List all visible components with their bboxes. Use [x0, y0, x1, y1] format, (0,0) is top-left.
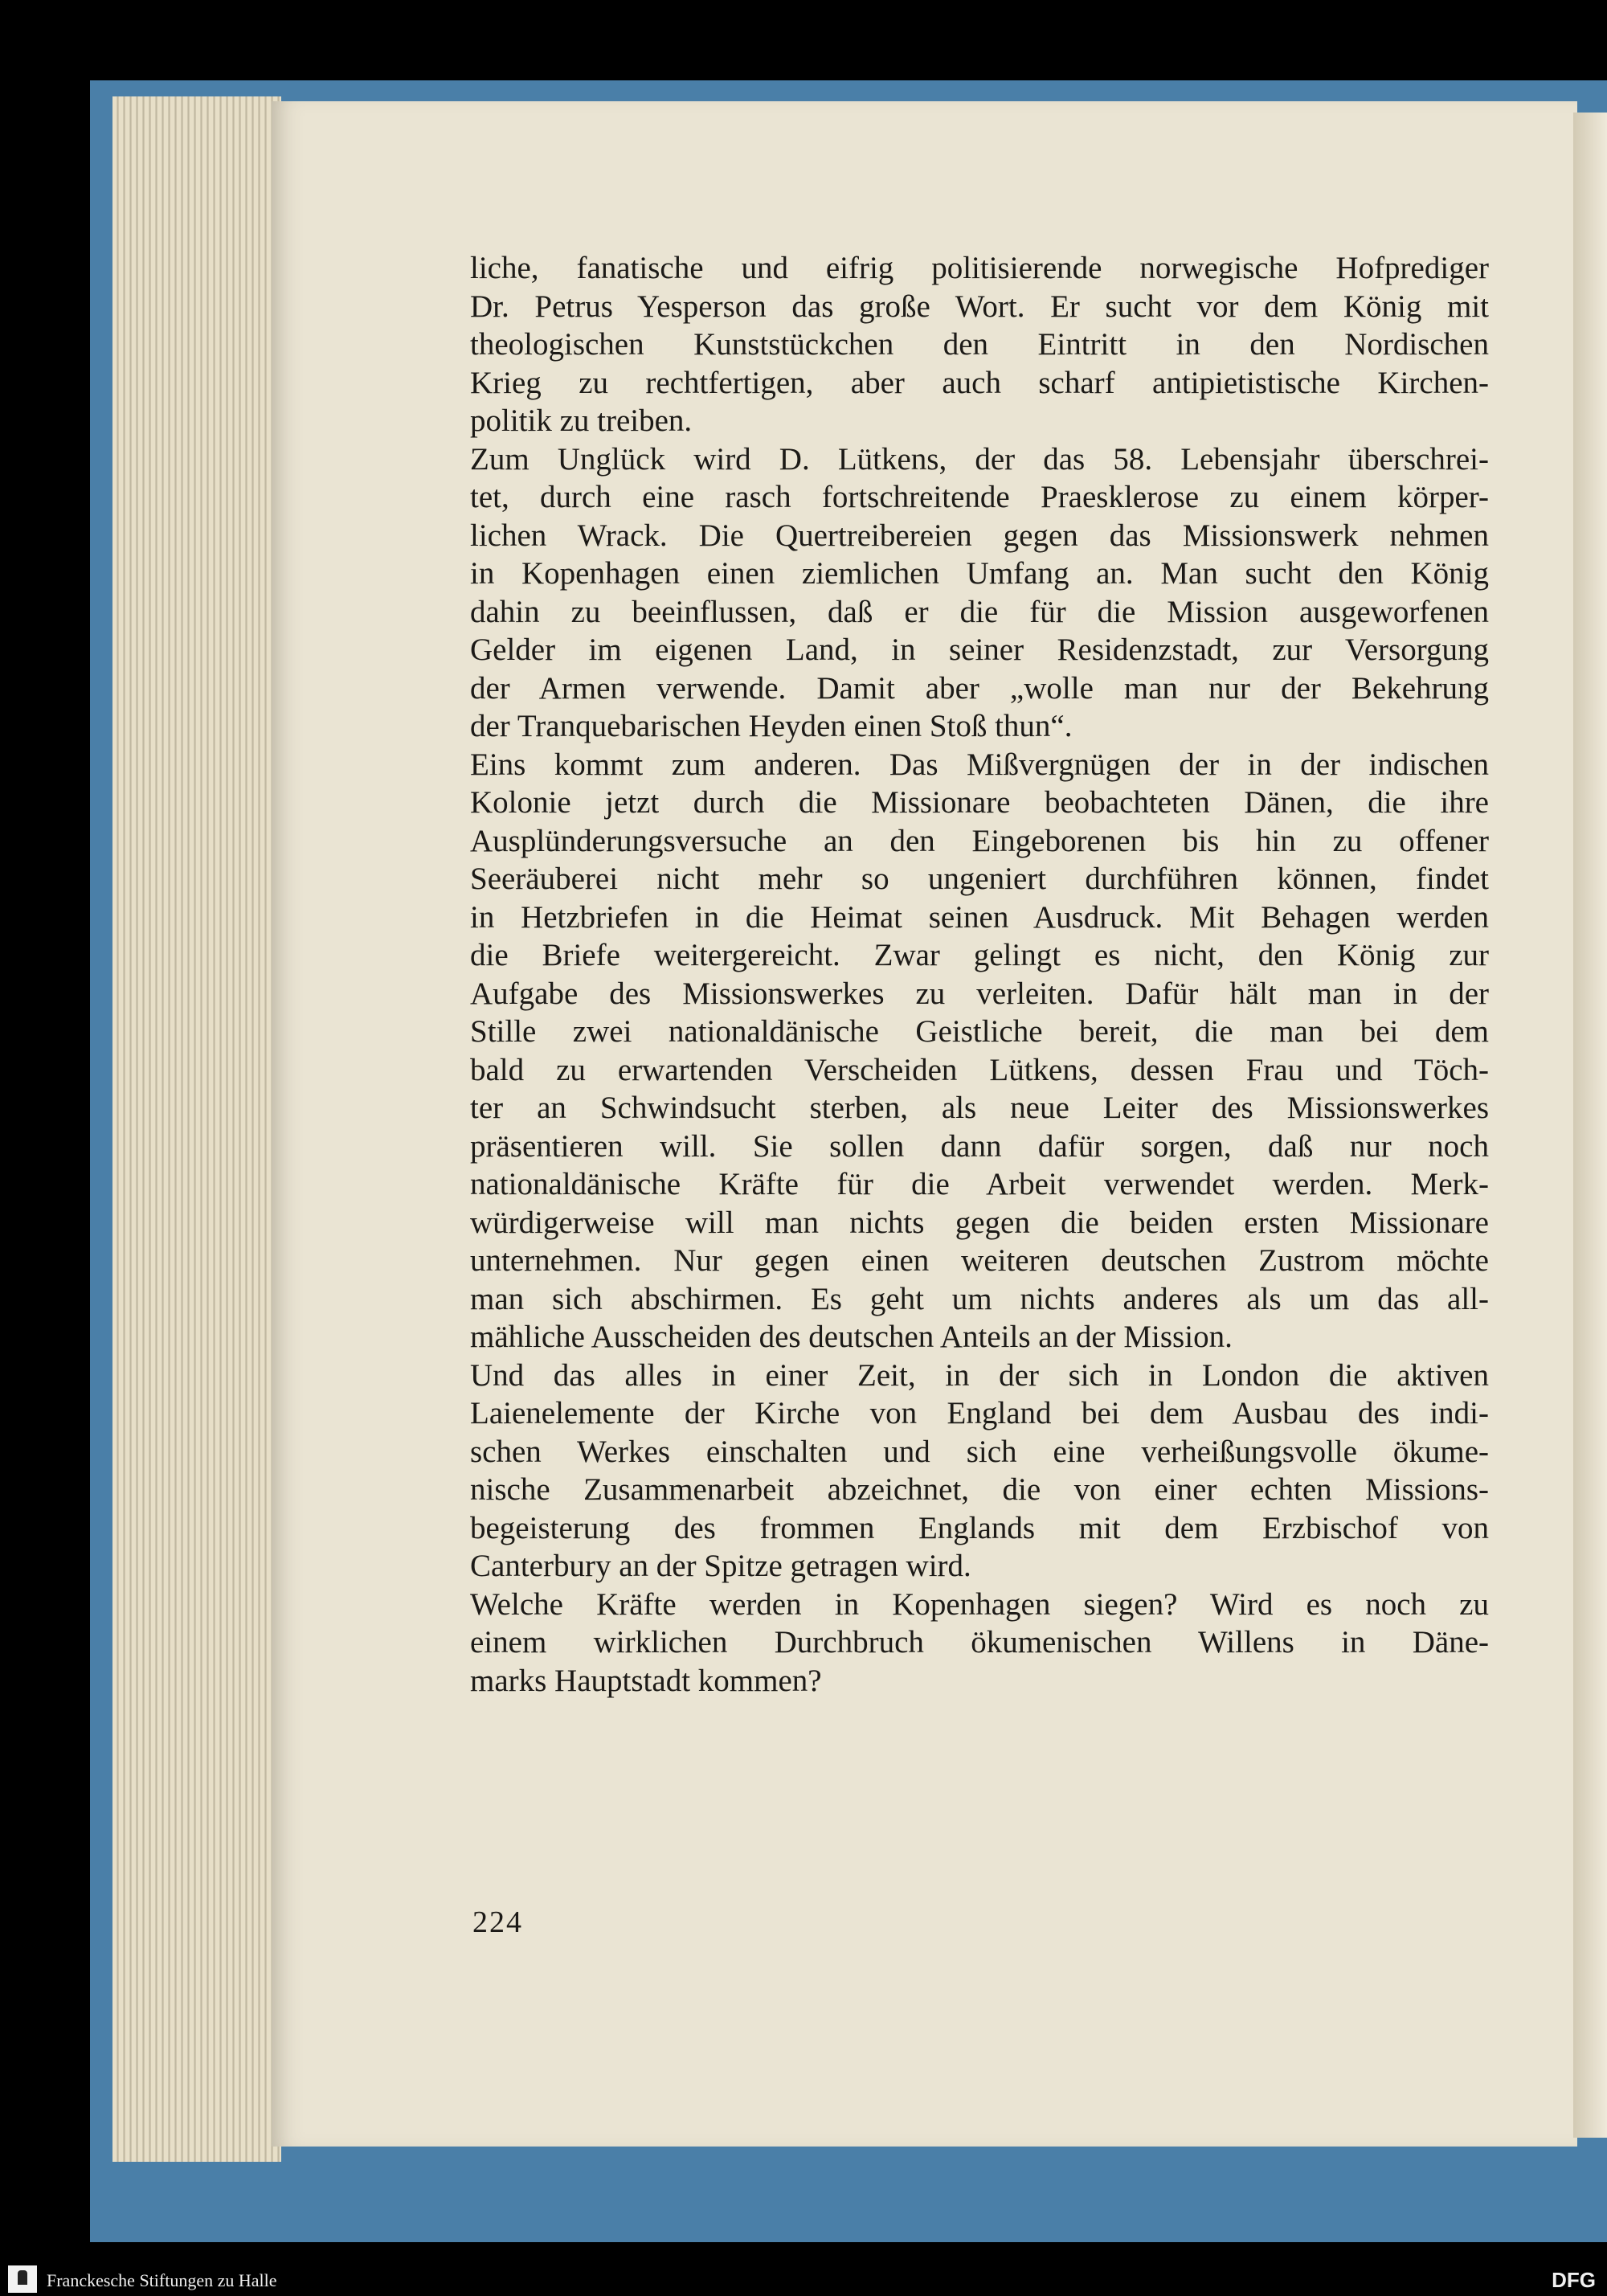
text-line: die Briefe weitergereicht. Zwar gelingt es nicht, den König zur — [470, 938, 1489, 972]
text-line: lichen Wrack. Die Quertreibereien gegen das Missionswerk nehmen — [470, 518, 1489, 553]
institution-name: Franckesche Stiftungen zu Halle — [47, 2270, 277, 2290]
next-page-edge — [1573, 113, 1607, 2138]
text-line: der Armen verwende. Damit aber „wolle man nur der Bekehrung — [470, 670, 1489, 706]
text-line: der Tranquebarischen Heyden einen Stoß thun“. — [470, 709, 1073, 743]
text-line: begeisterung des frommen Englands mit dem Erzbischof von — [470, 1510, 1489, 1545]
text-line: politik zu treiben. — [470, 403, 693, 438]
text-line: Zum Unglück wird D. Lütkens, der das 58. Lebensjahr überschrei- — [470, 441, 1489, 477]
text-line: theologischen Kunststückchen den Eintritt in den Nordischen — [470, 327, 1489, 362]
text-line: tet, durch eine rasch fortschreitende Praesklerose zu einem körper- — [470, 480, 1489, 514]
text-line: Kolonie jetzt durch die Missionare beobachteten Dänen, die ihre — [470, 785, 1489, 820]
text-line: Krieg zu rechtfertigen, aber auch scharf antipietistische Kirchen- — [470, 365, 1489, 400]
text-line: Gelder im eigenen Land, in seiner Residenzstadt, zur Versorgung — [470, 632, 1489, 667]
text-line: Aufgabe des Missionswerkes zu verleiten. Dafür hält man in der — [470, 976, 1489, 1011]
viewer-footer — [0, 2263, 1607, 2296]
text-line: schen Werkes einschalten und sich eine verheißungsvolle ökume- — [470, 1434, 1489, 1469]
text-line: liche, fanatische und eifrig politisierende norwegische Hofprediger — [470, 251, 1489, 285]
text-line: nische Zusammenarbeit abzeichnet, die von einer echten Missions- — [470, 1472, 1489, 1507]
dfg-logo: DFG — [1552, 2268, 1596, 2292]
text-line: Welche Kräfte werden in Kopenhagen siegen? Wird es noch zu — [470, 1586, 1489, 1622]
text-line: in Hetzbriefen in die Heimat seinen Ausdruck. Mit Behagen werden — [470, 899, 1489, 935]
body-text — [470, 249, 1489, 1700]
text-line: nationaldänische Kräfte für die Arbeit verwendet werden. Merk- — [470, 1167, 1489, 1201]
page-edges — [112, 96, 281, 2162]
francke-foundation-logo-icon — [8, 2265, 37, 2293]
text-line: man sich abschirmen. Es geht um nichts anderes als um das all- — [470, 1281, 1489, 1316]
text-line: Ausplünderungsversuche an den Eingeborenen bis hin zu offener — [470, 823, 1489, 858]
text-line: in Kopenhagen einen ziemlichen Umfang an. Man sucht den König — [470, 556, 1489, 591]
text-line: Und das alles in einer Zeit, in der sich in London die aktiven — [470, 1357, 1489, 1393]
page-number: 224 — [472, 1905, 523, 1939]
text-line: würdigerweise will man nichts gegen die beiden ersten Missionare — [470, 1205, 1489, 1240]
text-line: Eins kommt zum anderen. Das Mißvergnügen der in der indischen — [470, 747, 1489, 782]
text-line: präsentieren will. Sie sollen dann dafür sorgen, daß nur noch — [470, 1128, 1489, 1164]
text-line: Dr. Petrus Yesperson das große Wort. Er sucht vor dem König mit — [470, 289, 1489, 324]
text-line: dahin zu beeinflussen, daß er die für die Mission ausgeworfenen — [470, 594, 1489, 629]
text-line: Laienelemente der Kirche von England bei dem Ausbau des indi- — [470, 1396, 1489, 1430]
text-line: Seeräuberei nicht mehr so ungeniert durchführen können, findet — [470, 862, 1489, 896]
text-line: marks Hauptstadt kommen? — [470, 1663, 822, 1698]
text-line: ter an Schwindsucht sterben, als neue Leiter des Missionswerkes — [470, 1091, 1489, 1125]
text-line: Stille zwei nationaldänische Geistliche bereit, die man bei dem — [470, 1014, 1489, 1049]
text-line: mähliche Ausscheiden des deutschen Anteils an der Mission. — [470, 1320, 1233, 1354]
text-line: einem wirklichen Durchbruch ökumenischen Willens in Däne- — [470, 1625, 1489, 1660]
text-line: bald zu erwartenden Verscheiden Lütkens, dessen Frau und Töch- — [470, 1052, 1489, 1087]
text-line: Canterbury an der Spitze getragen wird. — [470, 1549, 971, 1583]
text-line: unternehmen. Nur gegen einen weiteren deutschen Zustrom möchte — [470, 1243, 1489, 1278]
